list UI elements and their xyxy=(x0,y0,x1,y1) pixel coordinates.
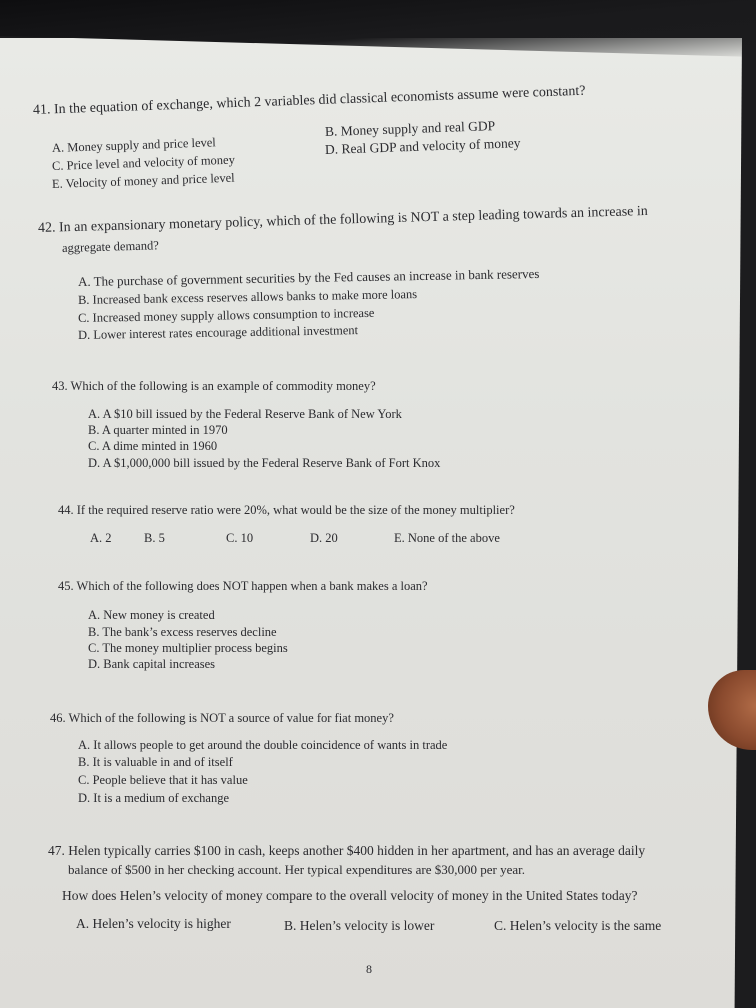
question-47-option-a: A. Helen’s velocity is higher xyxy=(76,916,231,931)
question-41-option-c: C. Price level and velocity of money xyxy=(51,152,236,173)
question-47-option-c: C. Helen’s velocity is the same xyxy=(494,918,662,933)
question-42-option-a: A. The purchase of government securities by the Fed causes an increase in bank reserves xyxy=(77,265,540,289)
question-46-option-d: D. It is a medium of exchange xyxy=(78,791,229,805)
question-42-stem-line1: 42. In an expansionary monetary policy, which of the following is NOT a step leading towards an increase in xyxy=(37,203,648,236)
question-45-option-b: B. The bank’s excess reserves decline xyxy=(88,625,277,639)
question-46-option-a: A. It allows people to get around the double coincidence of wants in trade xyxy=(78,738,448,752)
question-42-option-d: D. Lower interest rates encourage additional investment xyxy=(77,323,359,342)
question-44-option-b: B. 5 xyxy=(144,531,165,545)
question-44-option-c: C. 10 xyxy=(226,531,254,545)
question-41-stem: 41. In the equation of exchange, which 2 variables did classical economists assume were constant? xyxy=(32,83,586,118)
question-43-option-a: A. A $10 bill issued by the Federal Reserve Bank of New York xyxy=(88,407,402,421)
question-46-option-b: B. It is valuable in and of itself xyxy=(78,755,233,769)
page-number: 8 xyxy=(366,962,372,976)
question-43-option-b: B. A quarter minted in 1970 xyxy=(88,423,228,437)
question-47-stem-line3: How does Helen’s velocity of money compare to the overall velocity of money in the United States today? xyxy=(62,888,638,903)
question-46-stem: 46. Which of the following is NOT a source of value for fiat money? xyxy=(50,711,394,725)
question-42-option-b: B. Increased bank excess reserves allows banks to make more loans xyxy=(77,287,418,307)
question-44-option-d: D. 20 xyxy=(310,531,338,545)
question-47-stem-line2: balance of $500 in her checking account. Her typical expenditures are $30,000 per year. xyxy=(68,862,525,877)
question-47-stem-line1: 47. Helen typically carries $100 in cash, keeps another $400 hidden in her apartment, and has an average daily xyxy=(48,843,646,858)
question-47-option-b: B. Helen’s velocity is lower xyxy=(284,918,435,933)
question-44-stem: 44. If the required reserve ratio were 20%, what would be the size of the money multiplier? xyxy=(58,503,515,517)
question-43-stem: 43. Which of the following is an example of commodity money? xyxy=(52,379,376,393)
question-41-option-d: D. Real GDP and velocity of money xyxy=(324,135,521,157)
question-44-option-a: A. 2 xyxy=(90,531,112,545)
question-41-option-e: E. Velocity of money and price level xyxy=(51,170,235,191)
question-41-option-b: B. Money supply and real GDP xyxy=(324,118,496,139)
question-43-option-c: C. A dime minted in 1960 xyxy=(88,439,218,453)
question-46-option-c: C. People believe that it has value xyxy=(78,773,248,787)
question-45-option-d: D. Bank capital increases xyxy=(88,657,216,671)
question-42-option-c: C. Increased money supply allows consumption to increase xyxy=(77,305,375,325)
question-45-stem: 45. Which of the following does NOT happen when a bank makes a loan? xyxy=(58,579,428,593)
question-45-option-c: C. The money multiplier process begins xyxy=(88,641,288,655)
question-43-option-d: D. A $1,000,000 bill issued by the Federal Reserve Bank of Fort Knox xyxy=(88,456,441,470)
question-44-option-e: E. None of the above xyxy=(394,531,500,545)
question-41-option-a: A. Money supply and price level xyxy=(51,135,217,155)
question-42-stem-line2: aggregate demand? xyxy=(61,238,159,255)
question-45-option-a: A. New money is created xyxy=(88,608,215,622)
